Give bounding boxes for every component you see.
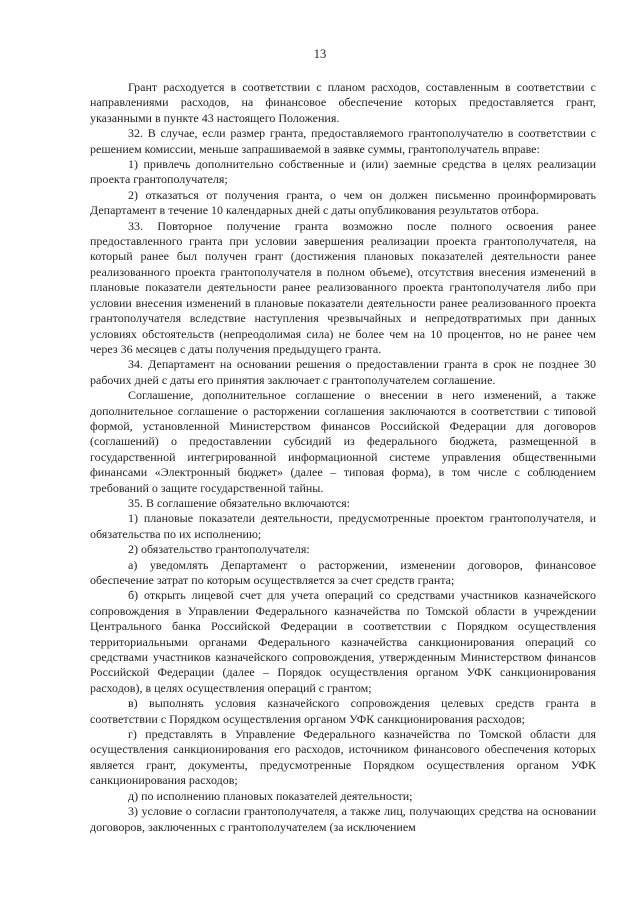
page-number: 13 — [313, 47, 327, 61]
paragraph-35-item-1: 1) плановые показатели деятельности, предусмотренные проектом грантополучателя, и обязательства по их исполнению; — [90, 511, 596, 541]
paragraph-32: 32. В случае, если размер гранта, предоставляемого грантополучателю в соответствии с решением комиссии, меньше запрашиваемой в заявке суммы, грантополучатель вправе: — [90, 126, 596, 156]
paragraph-agreement: Соглашение, дополнительное соглашение о внесении в него изменений, а также дополнительное соглашение о расторжении соглашения заключаются в соответствии с типовой формой, установленной Министерством финансов Российской Федерации для договоров (соглашений) о предоставлении субсидий из федерального бюджета, размещенной в государственной интегрированной информационной системе управления общественными финансами «Электронный бюджет» (далее – типовая форма), в том числе с соблюдением требований о защите государственной тайны. — [90, 388, 596, 495]
paragraph-35-item-2v: в) выполнять условия казначейского сопровождения целевых средств гранта в соответствии с Порядком осуществления органом УФК санкционирования расходов; — [90, 696, 596, 726]
paragraph-35-item-2a: а) уведомлять Департамент о расторжении, изменении договоров, финансовое обеспечение затрат по которым осуществляется за счет средств гранта; — [90, 557, 596, 587]
paragraph-34: 34. Департамент на основании решения о предоставлении гранта в срок не позднее 30 рабочих дней с даты его принятия заключает с грантополучателем соглашение. — [90, 357, 596, 387]
paragraph-35-item-2: 2) обязательство грантополучателя: — [128, 542, 310, 557]
paragraph-35-item-2d: д) по исполнению плановых показателей деятельности; — [128, 788, 413, 803]
paragraph-grant-spending: Грант расходуется в соответствии с планом расходов, составленным в соответствии с направлениями расходов, на финансовое обеспечение которых предоставляется грант, указанными в пункте 43 настоящего Положения. — [90, 80, 596, 125]
paragraph-33: 33. Повторное получение гранта возможно после полного освоения ранее предоставленного гранта при условии завершения реализации проекта грантополучателя, на который ранее был получен грант (достижения плановых показателей деятельности ранее реализованного проекта грантополучателя в полном объеме), отсутствия внесения изменений в плановые показатели деятельности ранее реализованного проекта грантополучателя либо при условии внесения изменений в плановые показатели деятельности ранее реализованного проекта грантополучателя вследствие наступления чрезвычайных и непредотвратимых при данных условиях обстоятельств (непреодолимая сила) не более чем на 10 процентов, но не ранее чем через 36 месяцев с даты получения предыдущего гранта. — [90, 218, 596, 356]
paragraph-32-item-1: 1) привлечь дополнительно собственные и (или) заемные средства в целях реализации проекта грантополучателя; — [90, 157, 596, 187]
paragraph-35-item-2b: б) открыть лицевой счет для учета операций со средствами участников казначейского сопровождения в Управлении Федерального казначейства по Томской области в учреждении Центрального банка Российской Федерации в соответствии с Порядком осуществления территориальными органами Федерального казначейства санкционирования операций со средствами участников казначейского сопровождения, утвержденным Министерством финансов Российской Федерации (далее – Порядок осуществления органом УФК санкционирования расходов), в целях осуществления операций с грантом; — [90, 588, 596, 695]
paragraph-35-item-2g: г) представлять в Управление Федерального казначейства по Томской области для осуществления санкционирования его расходов, источником финансового обеспечения которых является грант, документы, предусмотренные Порядком осуществления органом УФК санкционирования расходов; — [90, 727, 596, 788]
document-body — [90, 80, 596, 835]
paragraph-35-item-3: 3) условие о согласии грантополучателя, а также лиц, получающих средства на основании договоров, заключенных с грантополучателем (за исключением — [90, 804, 596, 834]
paragraph-35: 35. В соглашение обязательно включаются: — [128, 495, 350, 510]
paragraph-32-item-2: 2) отказаться от получения гранта, о чем он должен письменно проинформировать Департамент в течение 10 календарных дней с даты опубликования результатов отбора. — [90, 187, 596, 218]
